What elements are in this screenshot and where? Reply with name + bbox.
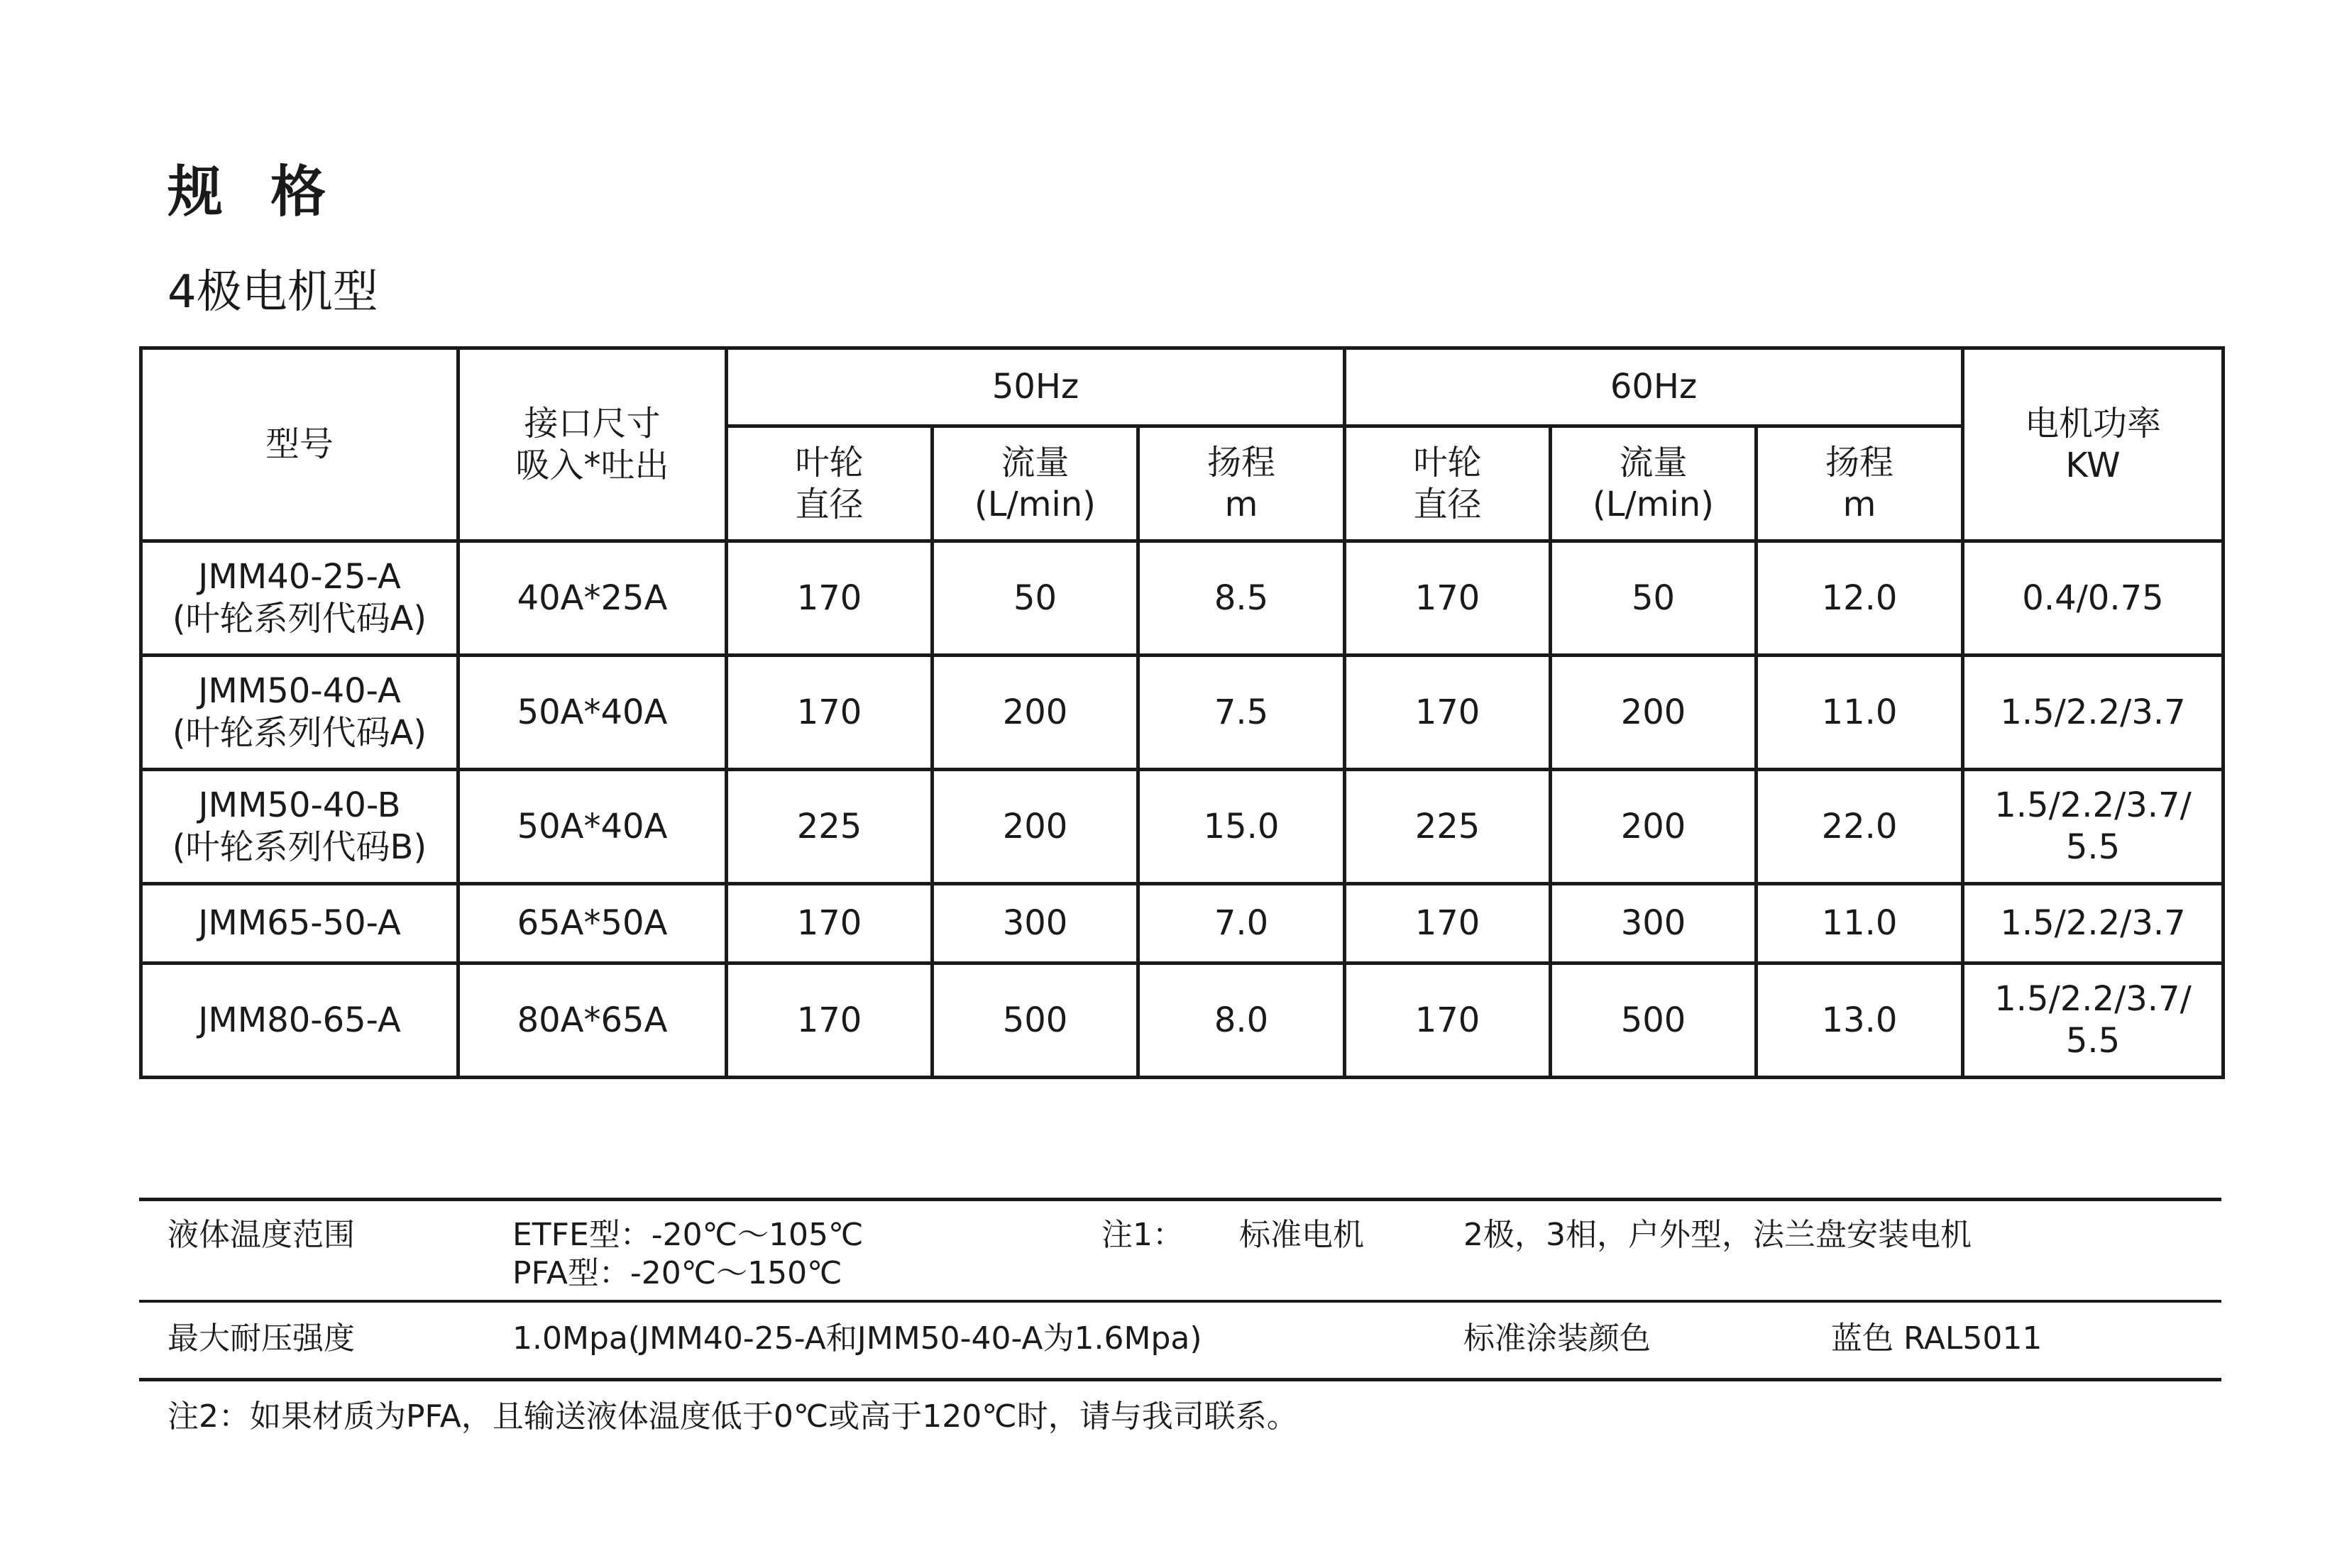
cell-flow-50: 500	[933, 964, 1138, 1078]
temp-etfe-value: ETFE型：-20℃～105℃	[512, 1217, 864, 1253]
header-head-60: 扬程 m	[1757, 426, 1963, 541]
cell-head-60: 12.0	[1757, 541, 1963, 656]
header-flow-50: 流量 (L/min)	[933, 426, 1138, 541]
cell-port: 65A*50A	[458, 884, 727, 964]
cell-flow-50: 200	[933, 656, 1138, 770]
cell-model: JMM80-65-A	[141, 964, 458, 1078]
cell-impeller-60: 170	[1345, 964, 1551, 1078]
cell-flow-60: 200	[1551, 770, 1757, 884]
cell-power: 1.5/2.2/3.7	[1963, 884, 2224, 964]
paint-color-value: 蓝色 RAL5011	[1831, 1320, 2043, 1357]
page-subtitle: 4极电机型	[167, 266, 378, 319]
cell-flow-60: 300	[1551, 884, 1757, 964]
temp-range-label: 液体温度范围	[167, 1217, 355, 1253]
cell-flow-50: 50	[933, 541, 1138, 656]
cell-head-60: 22.0	[1757, 770, 1963, 884]
header-50hz: 50Hz	[727, 348, 1345, 426]
header-flow-60: 流量 (L/min)	[1551, 426, 1757, 541]
cell-power: 1.5/2.2/3.7/ 5.5	[1963, 964, 2224, 1078]
cell-impeller-50: 170	[727, 541, 933, 656]
cell-model: JMM40-25-A (叶轮系列代码A)	[141, 541, 458, 656]
cell-head-60: 13.0	[1757, 964, 1963, 1078]
note1-label: 注1：	[1101, 1217, 1184, 1253]
max-pressure-value: 1.0Mpa(JMM40-25-A和JMM50-40-A为1.6Mpa)	[512, 1320, 1202, 1357]
table-row	[141, 884, 2224, 964]
cell-port: 50A*40A	[458, 770, 727, 884]
cell-head-50: 7.0	[1138, 884, 1345, 964]
cell-power: 1.5/2.2/3.7/ 5.5	[1963, 770, 2224, 884]
cell-head-50: 8.5	[1138, 541, 1345, 656]
cell-flow-60: 50	[1551, 541, 1757, 656]
table-row	[141, 770, 2224, 884]
cell-flow-60: 500	[1551, 964, 1757, 1078]
cell-port: 50A*40A	[458, 656, 727, 770]
cell-impeller-50: 225	[727, 770, 933, 884]
cell-head-50: 15.0	[1138, 770, 1345, 884]
table-row	[141, 964, 2224, 1078]
header-model: 型号	[141, 348, 458, 541]
cell-power: 1.5/2.2/3.7	[1963, 656, 2224, 770]
cell-head-60: 11.0	[1757, 884, 1963, 964]
cell-power: 0.4/0.75	[1963, 541, 2224, 656]
temp-pfa-value: PFA型：-20℃～150℃	[512, 1255, 842, 1291]
cell-port: 80A*65A	[458, 964, 727, 1078]
paint-color-label: 标准涂装颜色	[1463, 1320, 1651, 1357]
header-60hz: 60Hz	[1345, 348, 1963, 426]
cell-impeller-50: 170	[727, 656, 933, 770]
cell-model: JMM65-50-A	[141, 884, 458, 964]
max-pressure-label: 最大耐压强度	[167, 1320, 355, 1357]
cell-head-50: 8.0	[1138, 964, 1345, 1078]
std-motor-label: 标准电机	[1239, 1217, 1364, 1253]
notes-bottom-rule	[139, 1378, 2221, 1381]
header-impeller-60: 叶轮 直径	[1345, 426, 1551, 541]
note2-text: 注2：如果材质为PFA，且输送液体温度低于0℃或高于120℃时，请与我司联系。	[167, 1398, 1298, 1435]
header-row-main	[141, 348, 2224, 426]
cell-impeller-60: 170	[1345, 541, 1551, 656]
std-motor-value: 2极，3相，户外型，法兰盘安装电机	[1463, 1217, 1972, 1253]
spec-table	[139, 346, 2225, 1079]
cell-port: 40A*25A	[458, 541, 727, 656]
header-port-size: 接口尺寸 吸入*吐出	[458, 348, 727, 541]
cell-flow-50: 200	[933, 770, 1138, 884]
cell-model: JMM50-40-A (叶轮系列代码A)	[141, 656, 458, 770]
notes-top-rule	[139, 1198, 2221, 1201]
cell-model: JMM50-40-B (叶轮系列代码B)	[141, 770, 458, 884]
cell-impeller-60: 170	[1345, 884, 1551, 964]
cell-head-60: 11.0	[1757, 656, 1963, 770]
header-impeller-50: 叶轮 直径	[727, 426, 933, 541]
cell-head-50: 7.5	[1138, 656, 1345, 770]
cell-impeller-50: 170	[727, 884, 933, 964]
table-row	[141, 541, 2224, 656]
cell-flow-60: 200	[1551, 656, 1757, 770]
cell-impeller-60: 225	[1345, 770, 1551, 884]
cell-flow-50: 300	[933, 884, 1138, 964]
notes-mid-rule	[139, 1300, 2221, 1303]
table-row	[141, 656, 2224, 770]
page-title: 规 格	[167, 160, 341, 224]
header-head-50: 扬程 m	[1138, 426, 1345, 541]
header-motor-power: 电机功率 KW	[1963, 348, 2224, 541]
cell-impeller-50: 170	[727, 964, 933, 1078]
cell-impeller-60: 170	[1345, 656, 1551, 770]
